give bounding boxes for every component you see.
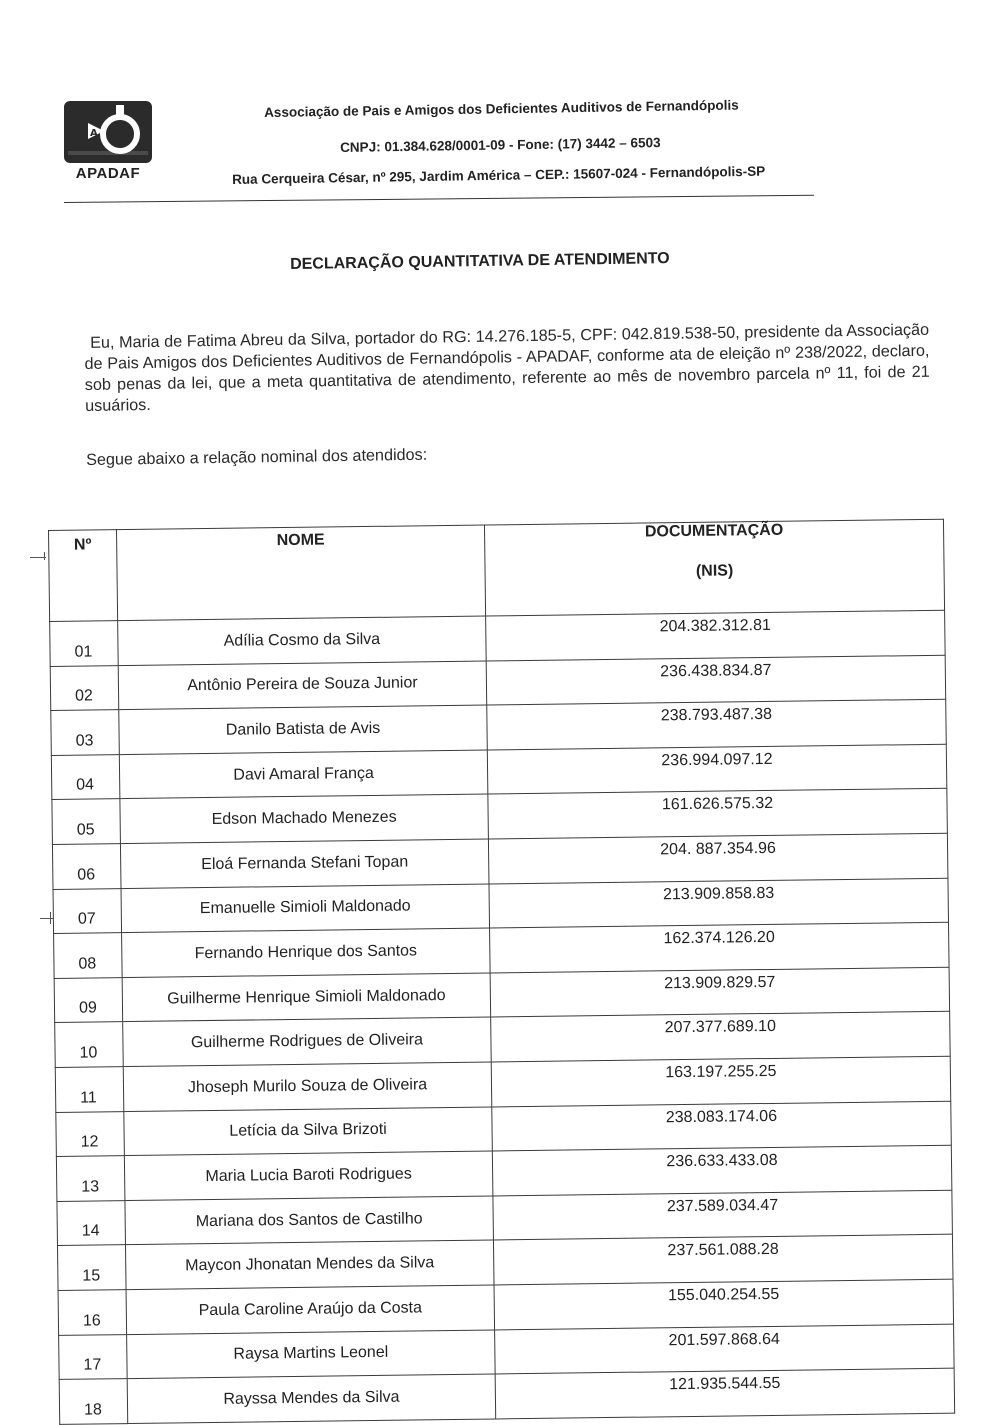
row-name: Antônio Pereira de Souza Junior xyxy=(118,661,487,710)
row-number: 12 xyxy=(56,1111,125,1156)
row-nis: 237.589.034.47 xyxy=(493,1190,953,1240)
row-nis: 213.909.858.83 xyxy=(489,878,949,928)
row-nis: 161.626.575.32 xyxy=(488,789,948,839)
row-number: 17 xyxy=(59,1334,128,1379)
letterhead-divider xyxy=(64,195,814,203)
row-name: Mariana dos Santos de Castilho xyxy=(125,1196,494,1245)
scan-mark xyxy=(44,552,45,560)
row-name: Guilherme Rodrigues de Oliveira xyxy=(123,1017,492,1066)
scan-mark xyxy=(30,557,46,558)
row-name: Maycon Jhonatan Mendes da Silva xyxy=(125,1240,494,1289)
row-number: 08 xyxy=(54,933,123,978)
row-nis: 155.040.254.55 xyxy=(494,1279,954,1329)
row-number: 02 xyxy=(50,665,119,710)
row-name: Edson Machado Menezes xyxy=(120,794,489,843)
row-nis: 204.382.312.81 xyxy=(486,610,946,660)
header-name: NOME xyxy=(117,525,486,621)
row-number: 05 xyxy=(52,799,121,844)
row-number: 03 xyxy=(51,710,120,755)
row-name: Emanuelle Simioli Maldonado xyxy=(121,884,490,933)
row-name: Raysa Martins Leonel xyxy=(127,1329,496,1378)
header-number: Nº xyxy=(49,530,118,622)
row-name: Letícia da Silva Brizoti xyxy=(124,1107,493,1156)
row-name: Davi Amaral França xyxy=(119,750,488,799)
cnpj-phone-line: CNPJ: 01.384.628/0001-09 - Fone: (17) 3442 – 6503 xyxy=(340,134,661,155)
svg-text:A: A xyxy=(90,128,98,139)
apadaf-logo xyxy=(64,101,156,183)
row-nis: 207.377.689.10 xyxy=(491,1012,951,1062)
row-number: 06 xyxy=(52,844,121,889)
row-nis: 201.597.868.64 xyxy=(495,1324,955,1374)
scan-mark xyxy=(40,918,54,919)
row-nis: 163.197.255.25 xyxy=(491,1056,951,1106)
row-name: Danilo Batista de Avis xyxy=(119,705,488,754)
table-header-row xyxy=(49,519,945,621)
row-name: Fernando Henrique dos Santos xyxy=(122,928,491,977)
address-line: Rua Cerqueira César, nº 295, Jardim América – CEP.: 15607-024 - Fernandópolis-SP xyxy=(232,163,766,187)
row-nis: 204. 887.354.96 xyxy=(488,833,948,883)
row-number: 07 xyxy=(53,888,122,933)
row-nis: 237.561.088.28 xyxy=(493,1235,953,1285)
row-number: 16 xyxy=(58,1289,127,1334)
header-doc-label: DOCUMENTAÇÃO xyxy=(644,521,784,541)
row-nis: 238.083.174.06 xyxy=(492,1101,952,1151)
row-name: Adília Cosmo da Silva xyxy=(118,616,487,665)
row-number: 01 xyxy=(50,621,119,666)
row-name: Paula Caroline Araújo da Costa xyxy=(126,1285,495,1334)
row-number: 13 xyxy=(56,1156,125,1201)
logo-text: APADAF xyxy=(75,165,141,182)
list-intro: Segue abaixo a relação nominal dos atendidos: xyxy=(86,445,428,469)
row-nis: 236.438.834.87 xyxy=(486,655,946,705)
row-number: 15 xyxy=(57,1245,126,1290)
association-name: Associação de Pais e Amigos dos Deficientes Auditivos de Fernandópolis xyxy=(264,97,739,120)
row-name: Guilherme Henrique Simioli Maldonado xyxy=(122,973,491,1022)
document-title: DECLARAÇÃO QUANTITATIVA DE ATENDIMENTO xyxy=(290,250,670,273)
row-name: Jhoseph Murilo Souza de Oliveira xyxy=(123,1062,492,1111)
row-nis: 121.935.544.55 xyxy=(495,1368,955,1418)
row-nis: 238.793.487.38 xyxy=(487,699,947,749)
row-number: 18 xyxy=(59,1379,128,1424)
ear-logo-icon xyxy=(64,101,152,163)
row-nis: 213.909.829.57 xyxy=(490,967,950,1017)
row-nis: 236.633.433.08 xyxy=(492,1145,952,1195)
row-name: Rayssa Mendes da Silva xyxy=(127,1374,496,1423)
row-number: 14 xyxy=(57,1200,126,1245)
row-name: Maria Lucia Baroti Rodrigues xyxy=(124,1151,493,1200)
row-number: 04 xyxy=(51,754,120,799)
row-number: 11 xyxy=(55,1067,124,1112)
row-number: 09 xyxy=(54,977,123,1022)
attendees-table xyxy=(48,519,954,1425)
row-number: 10 xyxy=(55,1022,124,1067)
header-documentation xyxy=(484,519,944,616)
row-nis: 236.994.097.12 xyxy=(487,744,947,794)
declaration-paragraph: Eu, Maria de Fatima Abreu da Silva, portador do RG: 14.276.185-5, CPF: 042.819.538-50, presidente da Associação de Pais Amigos dos Deficientes Auditivos de Fernandópolis - APADAF, conforme ata de eleição nº 238/2022, declaro, sob penas da lei, que a meta quantitativa de atendimento, referente ao mês de novembro parcela nº 11, foi de 21 usuários. xyxy=(84,320,930,415)
header-nis-label: (NIS) xyxy=(695,562,734,580)
row-nis: 162.374.126.20 xyxy=(490,922,950,972)
row-name: Eloá Fernanda Stefani Topan xyxy=(120,839,489,888)
